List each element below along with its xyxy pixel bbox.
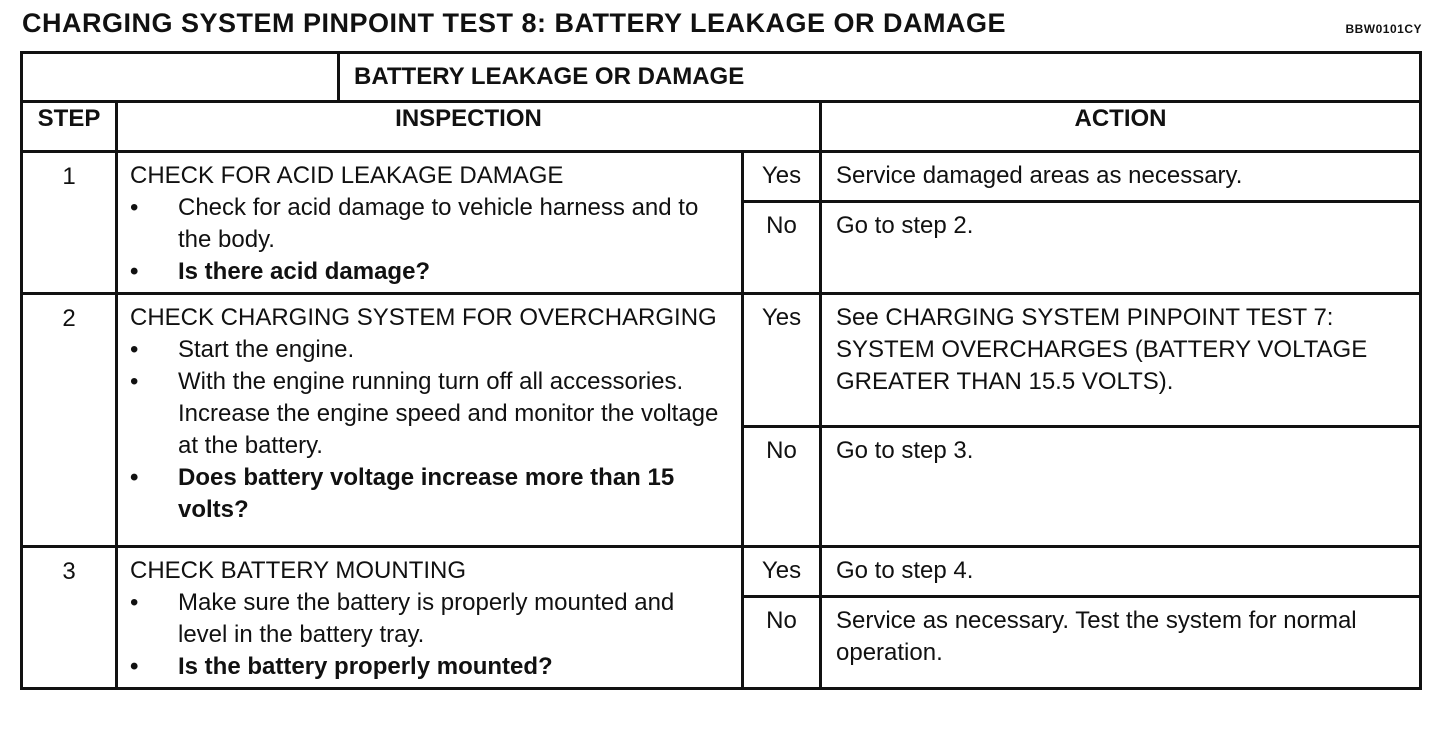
header-row [22,102,1421,152]
no-label: No [743,427,821,547]
bullet-item: • Start the engine. [130,336,355,363]
inspection-cell [117,294,743,547]
inspection-question: • Does battery voltage increase more than 15 volts? [130,464,675,523]
inspection-heading: CHECK CHARGING SYSTEM FOR OVERCHARGING [130,304,717,331]
inspection-heading: CHECK FOR ACID LEAKAGE DAMAGE [130,162,564,189]
step-number: 1 [22,152,117,294]
table-row [22,152,1421,202]
yes-label: Yes [743,547,821,597]
yes-action: See CHARGING SYSTEM PINPOINT TEST 7: SYSTEM OVERCHARGES (BATTERY VOLTAGE GREATER THAN 15.5 VOLTS). [821,294,1421,427]
bullet-item: • Make sure the battery is properly mounted and level in the battery tray. [130,589,675,648]
header-step: STEP [22,102,117,152]
step-number: 2 [22,294,117,547]
inspection-cell [117,547,743,689]
banner-blank-cell [22,53,339,102]
step-number: 3 [22,547,117,689]
inspection-question: • Is there acid damage? [130,258,431,285]
no-action: Go to step 3. [821,427,1421,547]
header-action: ACTION [821,102,1421,152]
inspection-cell [117,152,743,294]
no-label: No [743,202,821,294]
bullet-item: • Check for acid damage to vehicle harness and to the body. [130,194,699,253]
figure-code: BBW0101CY [1345,22,1422,36]
yes-label: Yes [743,294,821,427]
no-label: No [743,597,821,689]
no-action: Service as necessary. Test the system for normal operation. [821,597,1421,689]
yes-label: Yes [743,152,821,202]
pinpoint-test-table [20,51,1422,690]
no-action: Go to step 2. [821,202,1421,294]
inspection-question: • Is the battery properly mounted? [130,653,553,680]
yes-action: Service damaged areas as necessary. [821,152,1421,202]
bullet-item: • With the engine running turn off all accessories. Increase the engine speed and monitor the voltage at the battery. [130,368,719,459]
inspection-heading: CHECK BATTERY MOUNTING [130,557,467,584]
yes-action: Go to step 4. [821,547,1421,597]
table-row [22,547,1421,597]
table-row [22,294,1421,427]
page-title: CHARGING SYSTEM PINPOINT TEST 8: BATTERY LEAKAGE OR DAMAGE [22,8,1007,38]
banner-row [22,53,1421,102]
banner-title: BATTERY LEAKAGE OR DAMAGE [339,53,1421,102]
header-inspection: INSPECTION [117,102,821,152]
